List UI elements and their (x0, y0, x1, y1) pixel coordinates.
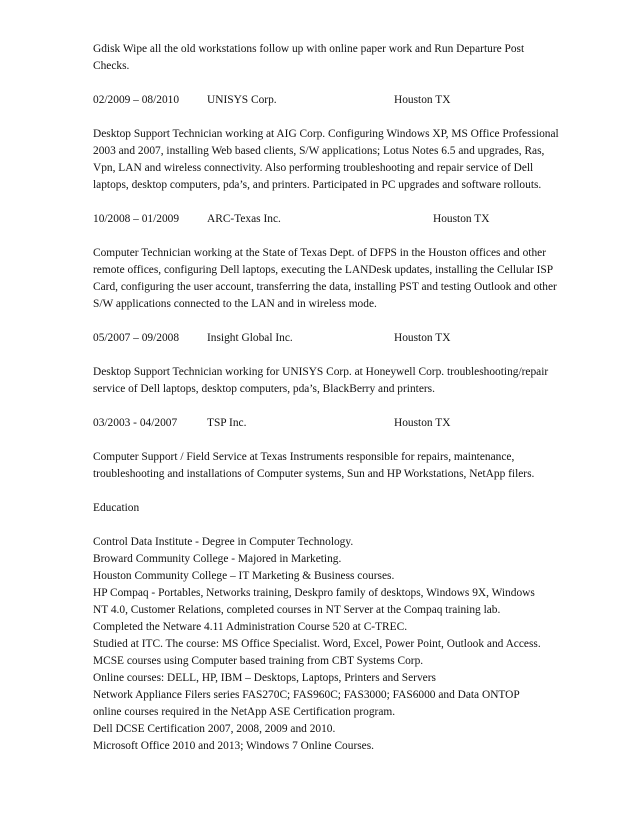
spacer (93, 432, 563, 449)
education-line: HP Compaq - Portables, Networks training, Deskpro family of desktops, Windows 9X, Windows (93, 587, 535, 599)
spacer (93, 347, 563, 364)
intro-paragraph: Gdisk Wipe all the old workstations follow up with online paper work and Run Departure Post Checks. (93, 43, 525, 72)
job-location: Houston TX (394, 332, 451, 344)
job-company: ARC-Texas Inc. (207, 213, 281, 225)
spacer (93, 194, 563, 211)
education-line: Completed the Netware 4.11 Administration Course 520 at C-TREC. (93, 621, 408, 633)
education-line: online courses required in the NetApp ASE Certification program. (93, 706, 396, 718)
job-location: Houston TX (394, 417, 451, 429)
job-header (93, 92, 563, 109)
education-line: Studied at ITC. The course: MS Office Specialist. Word, Excel, Power Point, Outlook and Access. (93, 638, 541, 650)
spacer (93, 109, 563, 126)
education-line: Network Appliance Filers series FAS270C; FAS960C; FAS3000; FAS6000 and Data ONTOP (93, 689, 520, 701)
job-description: Computer Technician working at the State of Texas Dept. of DFPS in the Houston offices and other remote offices, configuring Dell laptops, executing the LANDesk updates, installing the Cellular ISP Card, configuring the user account, transferring the data, installing PST and testing Outlook and other S/W applications connected to the LAN and in wireless mode. (93, 247, 557, 310)
job-header (93, 330, 563, 347)
job-header (93, 415, 563, 432)
spacer (93, 517, 563, 534)
job-location: Houston TX (433, 213, 490, 225)
spacer (93, 228, 563, 245)
job-dates: 05/2007 – 09/2008 (93, 332, 180, 344)
education-line: Control Data Institute - Degree in Computer Technology. (93, 536, 354, 548)
job-location: Houston TX (394, 94, 451, 106)
education-line: Houston Community College – IT Marketing & Business courses. (93, 570, 395, 582)
education-heading: Education (93, 502, 140, 514)
job-description: Desktop Support Technician working at AIG Corp. Configuring Windows XP, MS Office Professional 2003 and 2007, installing Web based clients, S/W applications; Lotus Notes 6.5 and upgrades, Ras, Vpn, LAN and wireless connectivity. Also performing troubleshooting and repair service of Dell laptops, desktop computers, pda’s, and printers. Participated in PC upgrades and software rollouts. (93, 128, 559, 191)
spacer (93, 75, 563, 92)
job-description: Desktop Support Technician working for UNISYS Corp. at Honeywell Corp. troubleshooting/repair service of Dell laptops, desktop computers, pda’s, BlackBerry and printers. (93, 366, 549, 395)
spacer (93, 313, 563, 330)
job-company: Insight Global Inc. (207, 332, 293, 344)
job-dates: 10/2008 – 01/2009 (93, 213, 180, 225)
job-company: UNISYS Corp. (207, 94, 277, 106)
resume-page (93, 41, 563, 755)
job-header (93, 211, 563, 228)
spacer (93, 483, 563, 500)
education-line: Online courses: DELL, HP, IBM – Desktops, Laptops, Printers and Servers (93, 672, 436, 684)
job-dates: 02/2009 – 08/2010 (93, 94, 180, 106)
spacer (93, 398, 563, 415)
job-dates: 03/2003 - 04/2007 (93, 417, 178, 429)
job-company: TSP Inc. (207, 417, 247, 429)
education-line: Microsoft Office 2010 and 2013; Windows 7 Online Courses. (93, 740, 375, 752)
education-line: MCSE courses using Computer based training from CBT Systems Corp. (93, 655, 424, 667)
job-description: Computer Support / Field Service at Texas Instruments responsible for repairs, maintenance, troubleshooting and installations of Computer systems, Sun and HP Workstations, NetApp filers. (93, 451, 535, 480)
education-line: NT 4.0, Customer Relations, completed courses in NT Server at the Compaq training lab. (93, 604, 501, 616)
education-line: Dell DCSE Certification 2007, 2008, 2009 and 2010. (93, 723, 336, 735)
education-line: Broward Community College - Majored in Marketing. (93, 553, 342, 565)
